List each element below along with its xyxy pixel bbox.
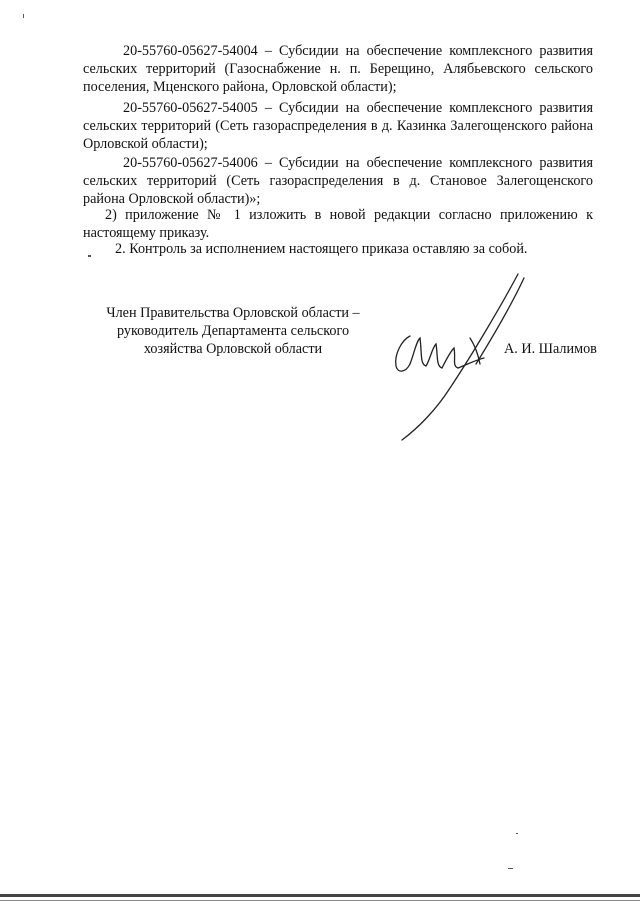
paragraph-subsidy-54006: 20-55760-05627-54006 – Субсидии на обеспечение комплексного развития сельских территорий (Сеть газораспределения в д. Становое Залегощенского района Орловской области)»; [83, 155, 593, 207]
speck-mark [88, 255, 91, 257]
signatory-name: А. И. Шалимов [504, 341, 597, 357]
paragraph-subsidy-54005: 20-55760-05627-54005 – Субсидии на обеспечение комплексного развития сельских территорий (Сеть газораспределения в д. Казинка Залегощенского района Орловской области); [83, 100, 593, 152]
paragraph-appendix-clause: 2) приложение № 1 изложить в новой редакции согласно приложению к настоящему приказу. [83, 207, 593, 241]
signatory-title [83, 304, 383, 358]
handwritten-signature [380, 268, 540, 448]
signatory-title-line: руководитель Департамента сельского [116, 323, 350, 339]
signatory-title-line: хозяйства Орловской области [143, 341, 323, 357]
scan-edge-line [0, 900, 640, 901]
paragraph-subsidy-54004: 20-55760-05627-54004 – Субсидии на обеспечение комплексного развития сельских территорий (Газоснабжение н. п. Берещино, Алябьевского сельского поселения, Мценского района, Орловской области); [83, 43, 593, 95]
scan-edge-line [0, 894, 640, 897]
speck-mark [23, 14, 24, 18]
speck-mark [508, 868, 513, 869]
speck-mark [516, 833, 518, 834]
paragraph-control-clause: 2. Контроль за исполнением настоящего приказа оставляю за собой. [115, 241, 528, 257]
signatory-title-line: Член Правительства Орловской области – [106, 305, 360, 321]
